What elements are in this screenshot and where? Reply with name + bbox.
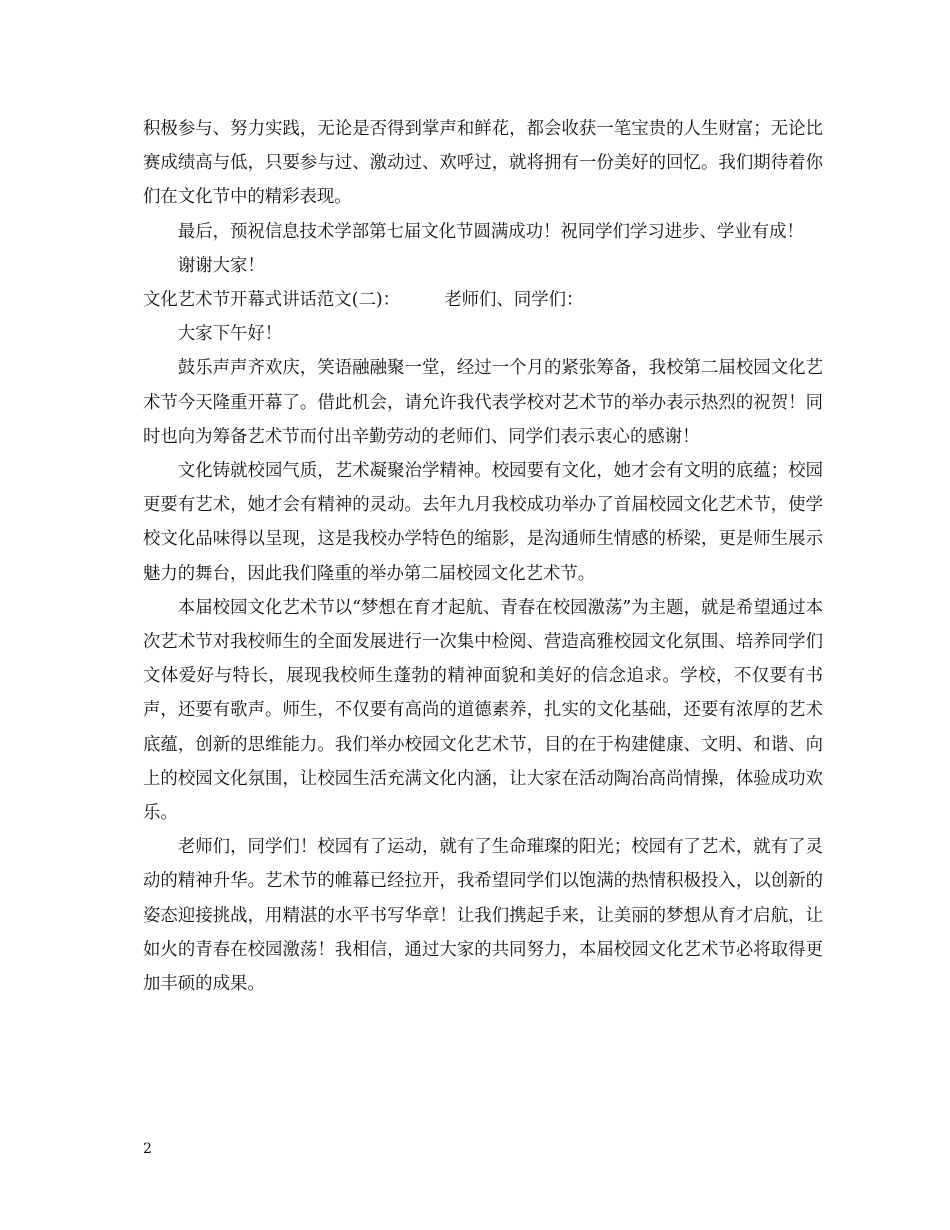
paragraph-conclusion: 老师们，同学们！校园有了运动，就有了生命璀璨的阳光；校园有了艺术，就有了灵动的精神升华。艺术节的帷幕已经拉开，我希望同学们以饱满的热情积极投入，以创新的姿态迎接挑战，用精湛的水平书写华章！让我们携起手来，让美丽的梦想从育才启航，让如火的青春在校园激荡！我相信，通过大家的共同努力，本届校园文化艺术节必将取得更加丰硕的成果。 — [143, 837, 823, 995]
section-heading: 文化艺术节开幕式讲话范文(二)： 老师们、同学们： — [143, 290, 584, 311]
paragraph-closing-wish: 最后，预祝信息技术学部第七届文化节圆满成功！祝同学们学习进步、学业有成！ — [177, 221, 804, 242]
paragraph-continuation: 积极参与、努力实践，无论是否得到掌声和鲜花，都会收获一笔宝贵的人生财富；无论比赛成绩高与低，只要参与过、激动过、欢呼过，就将拥有一份美好的回忆。我们期待着你们在文化节中的精彩表现。 — [143, 119, 823, 208]
page-number: 2 — [143, 1141, 152, 1157]
document-body — [143, 112, 823, 1001]
paragraph-greeting: 大家下午好！ — [177, 324, 283, 345]
paragraph-theme: 本届校园文化艺术节以“梦想在育才起航、青春在校园激荡”为主题，就是希望通过本次艺术节对我校师生的全面发展进行一次集中检阅、营造高雅校园文化氛围、培养同学们文体爱好与特长，展现我校师生蓬勃的精神面貌和美好的信念追求。学校，不仅要有书声，还要有歌声。师生，不仅要有高尚的道德素养，扎实的文化基础，还要有浓厚的艺术底蕴，创新的思维能力。我们举办校园文化艺术节，目的在于构建健康、文明、和谐、向上的校园文化氛围，让校园生活充满文化内涵，让大家在活动陶冶高尚情操，体验成功欢乐。 — [143, 597, 823, 824]
paragraph-culture: 文化铸就校园气质，艺术凝聚治学精神。校园要有文化，她才会有文明的底蕴；校园更要有艺术，她才会有精神的灵动。去年九月我校成功举办了首届校园文化艺术节，使学校文化品味得以呈现，这是我校办学特色的缩影，是沟通师生情感的桥梁，更是师生展示魅力的舞台，因此我们隆重的举办第二届校园文化艺术节。 — [143, 461, 823, 584]
paragraph-thanks: 谢谢大家！ — [177, 255, 265, 276]
paragraph-opening: 鼓乐声声齐欢庆，笑语融融聚一堂，经过一个月的紧张筹备，我校第二届校园文化艺术节今天隆重开幕了。借此机会，请允许我代表学校对艺术节的举办表示热烈的祝贺！同时也向为筹备艺术节而付出辛勤劳动的老师们、同学们表示衷心的感谢！ — [143, 358, 823, 447]
